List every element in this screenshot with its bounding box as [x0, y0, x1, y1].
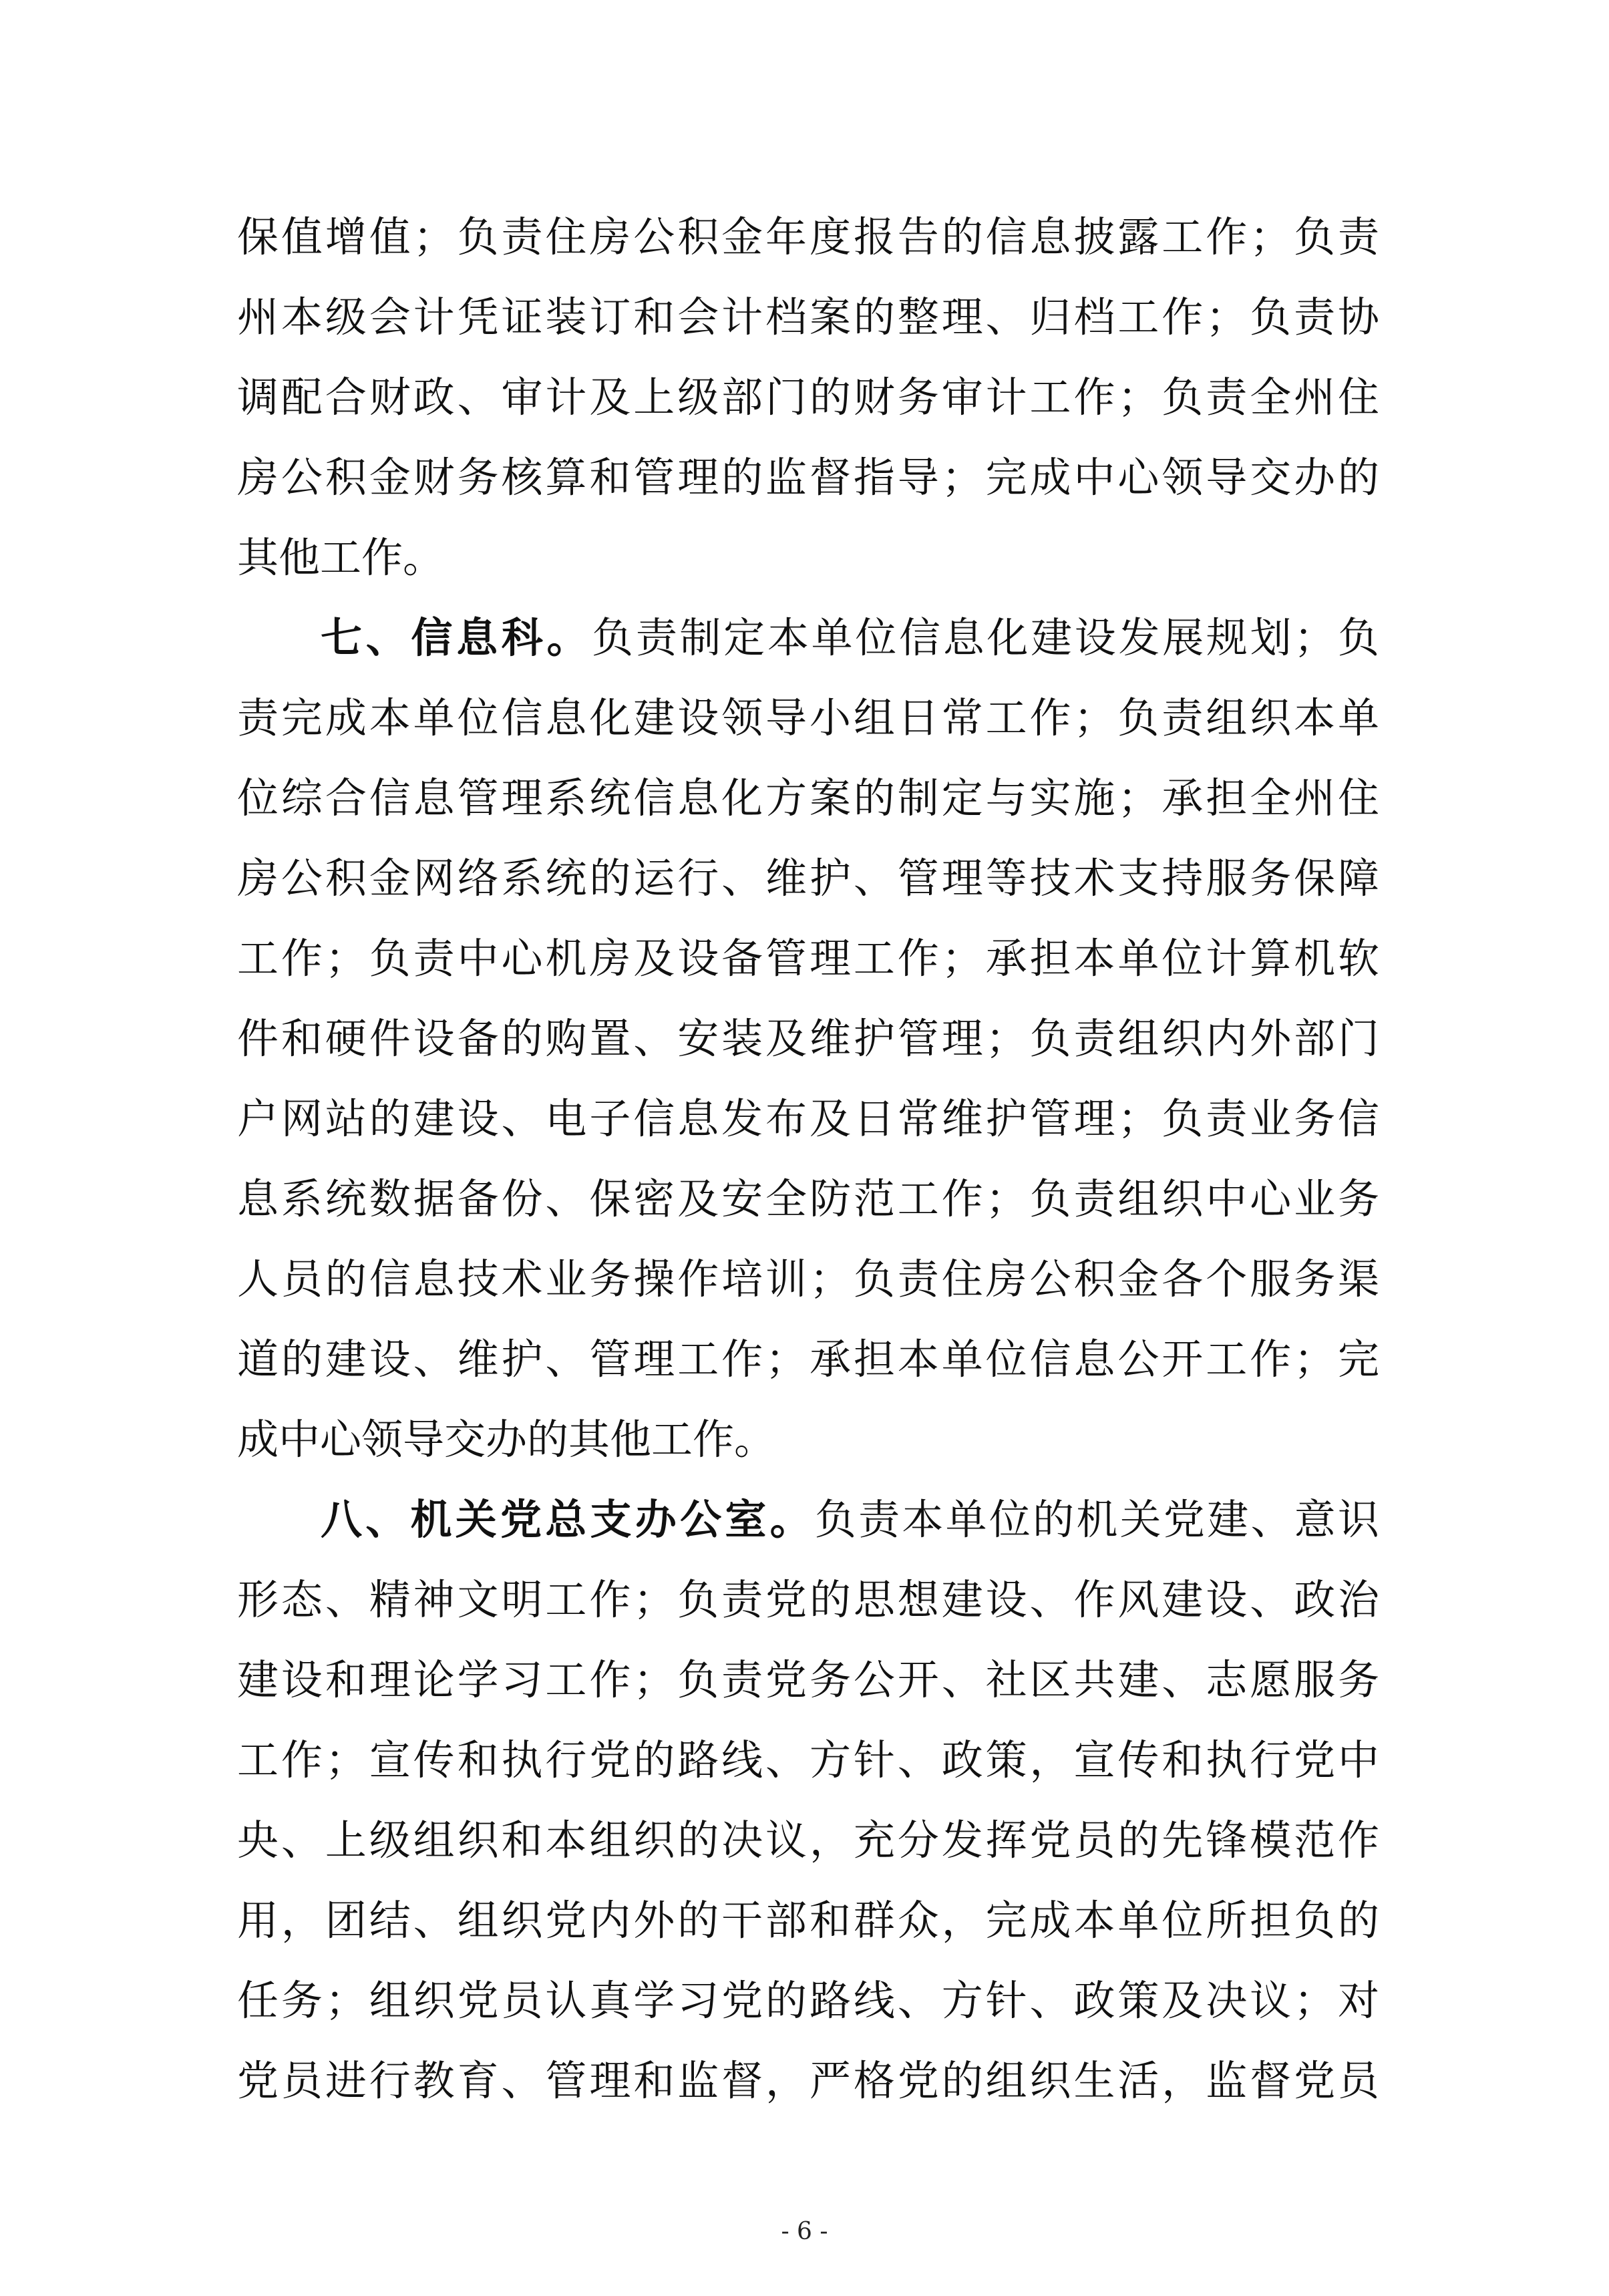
section-7-first-line [321, 601, 1379, 675]
body-line: 工作；宣传和执行党的路线、方针、政策，宣传和执行党中 [237, 1736, 1379, 1784]
body-line: 户网站的建设、电子信息发布及日常维护管理；负责业务信 [237, 1094, 1379, 1143]
body-line: 任务；组织党员认真学习党的路线、方针、政策及决议；对 [237, 1976, 1379, 2025]
body-line: 房公积金网络系统的运行、维护、管理等技术支持服务保障 [237, 854, 1379, 903]
body-line: 工作；负责中心机房及设备管理工作；承担本单位计算机软 [237, 934, 1379, 983]
section-7-heading: 七、信息科。 [321, 613, 592, 662]
body-line: 用，团结、组织党内外的干部和群众，完成本单位所担负的 [237, 1896, 1379, 1945]
section-8-first-line-text: 负责本单位的机关党建、意识 [814, 1495, 1379, 1544]
body-line: 党员进行教育、管理和监督，严格党的组织生活，监督党员 [237, 2056, 1379, 2105]
body-line: 责完成本单位信息化建设领导小组日常工作；负责组织本单 [237, 693, 1379, 742]
body-line: 建设和理论学习工作；负责党务公开、社区共建、志愿服务 [237, 1655, 1379, 1704]
section-8-first-line [321, 1483, 1379, 1556]
body-line: 件和硬件设备的购置、安装及维护管理；负责组织内外部门 [237, 1014, 1379, 1063]
body-line: 其他工作。 [237, 533, 445, 582]
body-line: 房公积金财务核算和管理的监督指导；完成中心领导交办的 [237, 453, 1379, 502]
body-line: 位综合信息管理系统信息化方案的制定与实施；承担全州住 [237, 774, 1379, 822]
body-line: 道的建设、维护、管理工作；承担本单位信息公开工作；完 [237, 1335, 1379, 1383]
body-line: 央、上级组织和本组织的决议，充分发挥党员的先锋模范作 [237, 1816, 1379, 1864]
body-line: 保值增值；负责住房公积金年度报告的信息披露工作；负责 [237, 212, 1379, 261]
section-8-heading: 八、机关党总支办公室。 [321, 1495, 815, 1544]
body-line: 息系统数据备份、保密及安全防范工作；负责组织中心业务 [237, 1174, 1379, 1223]
page-number: - 6 - [781, 2218, 828, 2245]
body-line: 人员的信息技术业务操作培训；负责住房公积金各个服务渠 [237, 1255, 1379, 1303]
body-line: 形态、精神文明工作；负责党的思想建设、作风建设、政治 [237, 1575, 1379, 1624]
section-7-first-line-text: 负责制定本单位信息化建设发展规划；负 [592, 613, 1379, 662]
body-line: 成中心领导交办的其他工作。 [237, 1415, 776, 1464]
body-line: 调配合财政、审计及上级部门的财务审计工作；负责全州住 [237, 373, 1379, 422]
body-line: 州本级会计凭证装订和会计档案的整理、归档工作；负责协 [237, 293, 1379, 341]
